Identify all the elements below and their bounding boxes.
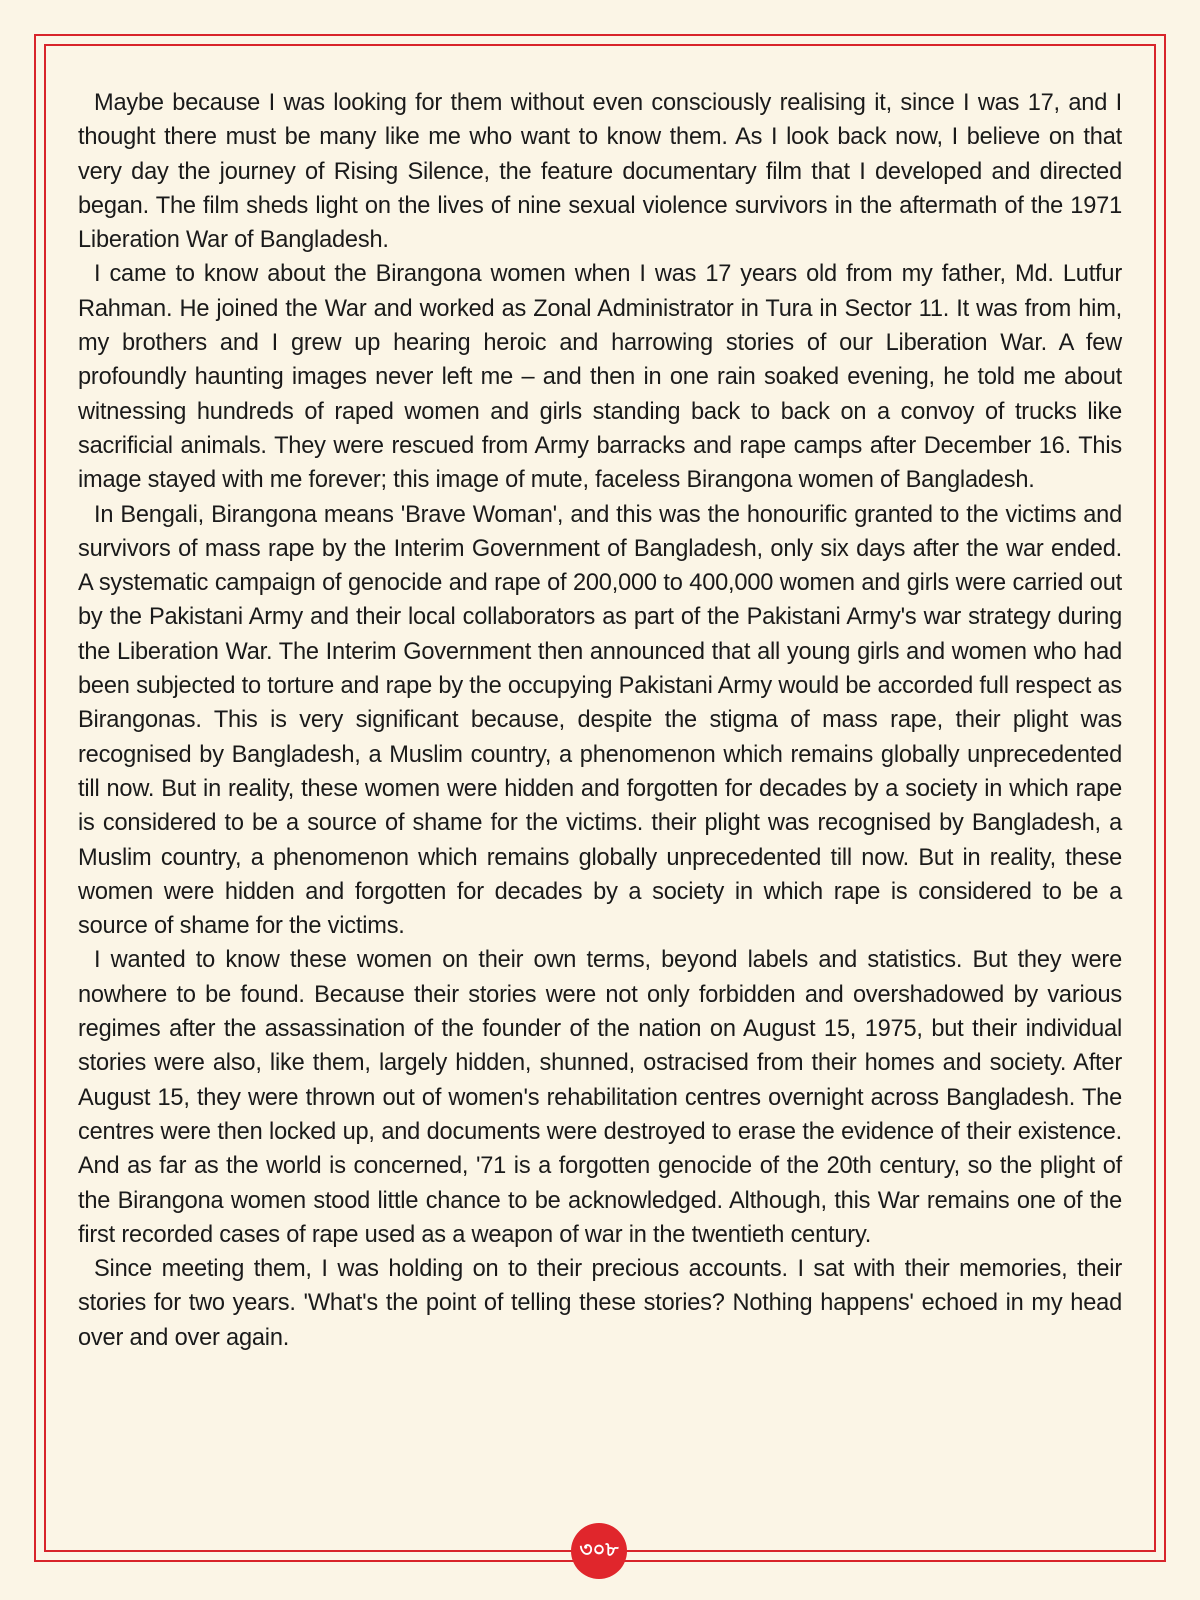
paragraph-2: I came to know about the Birangona women when I was 17 years old from my father, Md. Lutfur Rahman. He joined the War and worked as Zonal Administrator in Tura in Sector 11. It was from him, my brothers and I grew up hearing heroic and harrowing stories of our Liberation War. A few profoundly haunting images never left me – and then in one rain soaked evening, he told me about witnessing hundreds of raped women and girls standing back to back on a convoy of trucks like sacrificial animals. They were rescued from Army barracks and rape camps after December 16. This image stayed with me forever; this image of mute, faceless Birangona women of Bangladesh. bbox=[78, 261, 1122, 494]
document-body bbox=[78, 86, 1122, 1355]
page-number-badge: ৩০৮ bbox=[571, 1523, 627, 1579]
paragraph-4: I wanted to know these women on their own terms, beyond labels and statistics. But they were nowhere to be found. Because their stories were not only forbidden and overshadowed by various regimes after the assassination of the founder of the nation on August 15, 1975, but their individual stories were also, like them, largely hidden, shunned, ostracised from their homes and society. After August 15, they were thrown out of women's rehabilitation centres overnight across Bangladesh. The centres were then locked up, and documents were destroyed to erase the evidence of their existence. And as far as the world is concerned, '71 is a forgotten genocide of the 20th century, so the plight of the Birangona women stood little chance to be acknowledged. Although, this War remains one of the first recorded cases of rape used as a weapon of war in the twentieth century. bbox=[78, 947, 1122, 1248]
paragraph-5: Since meeting them, I was holding on to their precious accounts. I sat with their memories, their stories for two years. 'What's the point of telling these stories? Nothing happens' echoed in my head over and over again. bbox=[78, 1256, 1122, 1351]
paragraph-1: Maybe because I was looking for them without even consciously realising it, since I was 17, and I thought there must be many like me who want to know them. As I look back now, I believe on that very day the journey of Rising Silence, the feature documentary film that I developed and directed began. The film sheds light on the lives of nine sexual violence survivors in the aftermath of the 1971 Liberation War of Bangladesh. bbox=[78, 90, 1122, 254]
paragraph-3: In Bengali, Birangona means 'Brave Woman', and this was the honourific granted to the victims and survivors of mass rape by the Interim Government of Bangladesh, only six days after the war ended. A systematic campaign of genocide and rape of 200,000 to 400,000 women and girls were carried out by the Pakistani Army and their local collaborators as part of the Pakistani Army's war strategy during the Liberation War. The Interim Government then announced that all young girls and women who had been subjected to torture and rape by the occupying Pakistani Army would be accorded full respect as Birangonas. This is very significant because, despite the stigma of mass rape, their plight was recognised by Bangladesh, a Muslim country, a phenomenon which remains globally unprecedented till now. But in reality, these women were hidden and forgotten for decades by a society in which rape is considered to be a source of shame for the victims. their plight was recognised by Bangladesh, a Muslim country, a phenomenon which remains globally unprecedented till now. But in reality, these women were hidden and forgotten for decades by a society in which rape is considered to be a source of shame for the victims. bbox=[78, 501, 1122, 940]
